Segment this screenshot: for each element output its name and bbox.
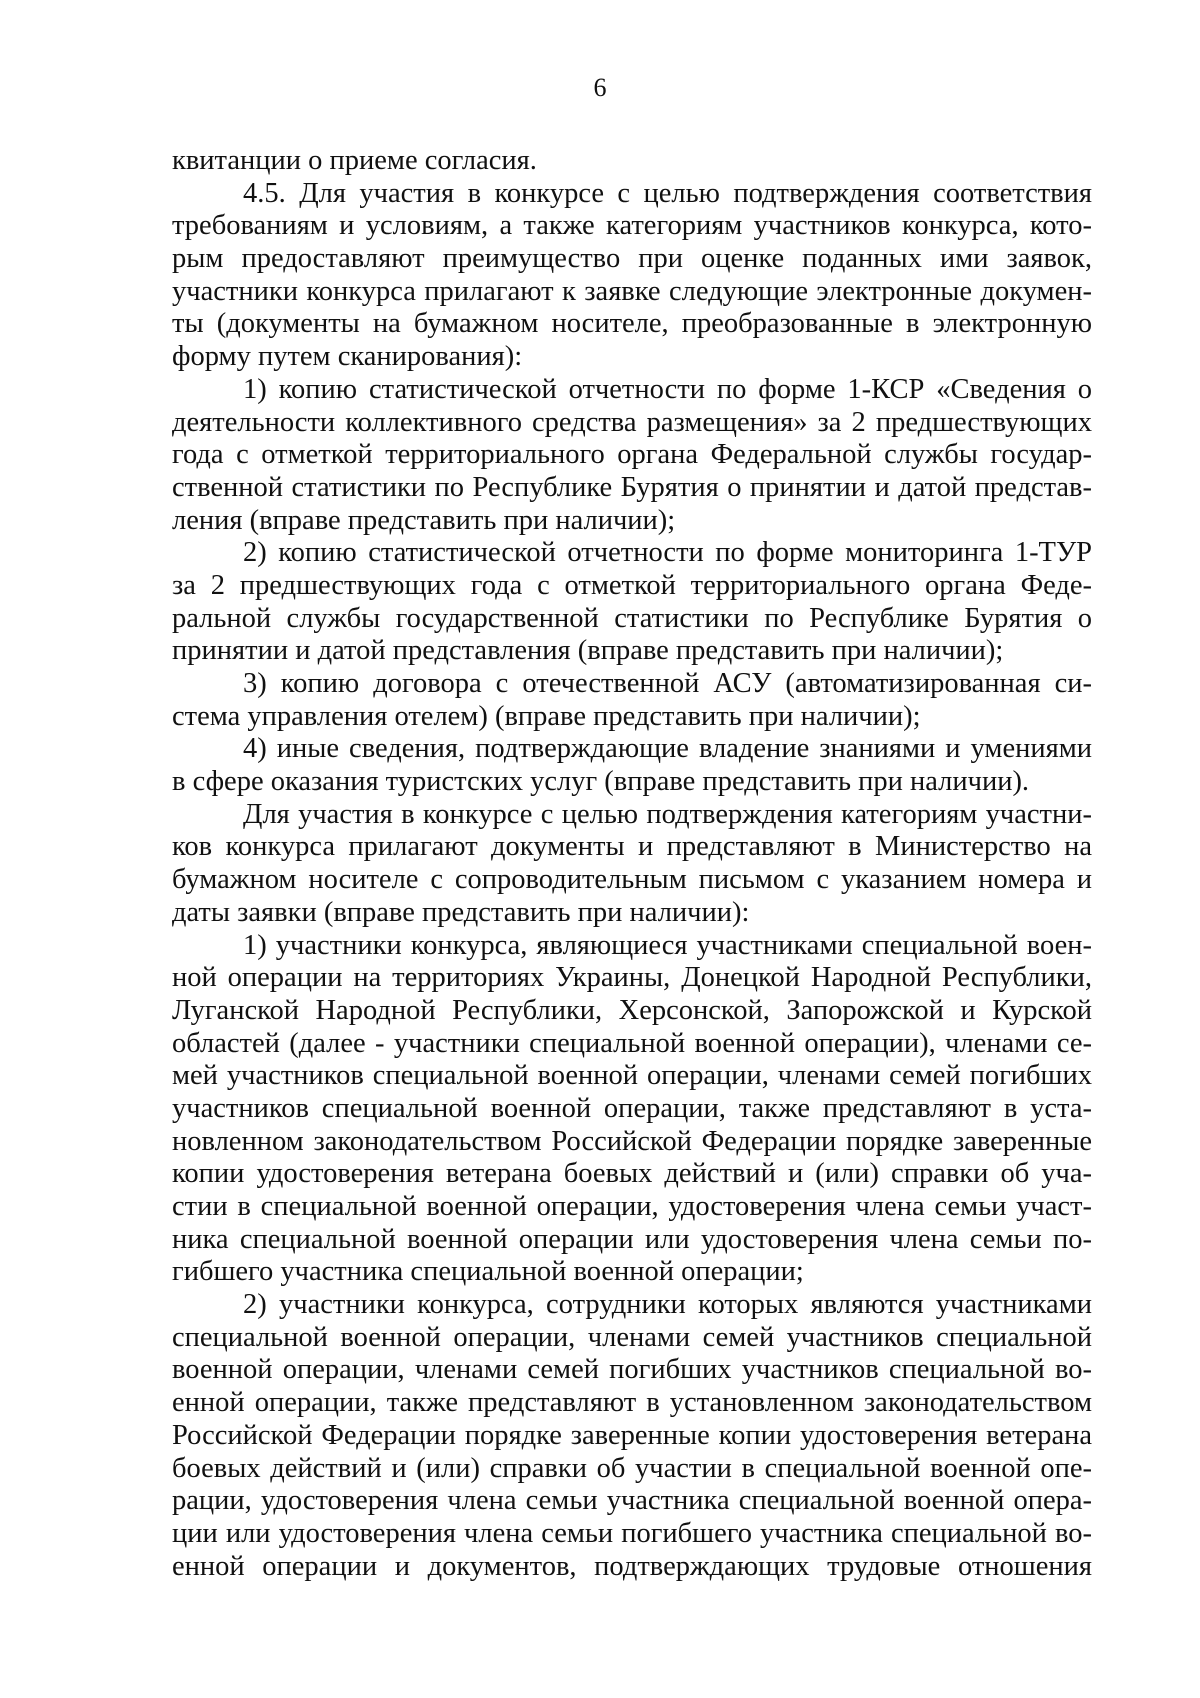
text-line: енной операции и документов, подтверждающих трудовые отношения — [172, 1550, 1092, 1582]
text-line: 3) копию договора с отечественной АСУ (автоматизированная си- — [243, 668, 1092, 699]
text-line: квитанции о приеме согласия. — [172, 145, 537, 176]
text-line: рым предоставляют преимущество при оценке поданных ими заявок, — [172, 243, 1092, 275]
text-line: Для участия в конкурсе с целью подтверждения категориям участни- — [243, 798, 1092, 830]
text-line: копии удостоверения ветерана боевых действий и (или) справки об уча- — [172, 1158, 1092, 1190]
text-line: форму путем сканирования): — [172, 341, 523, 373]
text-line: 4) иные сведения, подтверждающие владение знаниями и умениями — [243, 733, 1092, 765]
text-line: 2) копию статистической отчетности по форме мониторинга 1-ТУР — [243, 537, 1092, 569]
text-line: стема управления отелем) (вправе представить при наличии); — [172, 700, 921, 732]
text-line: ции или удостоверения члена семьи погибшего участника специальной во- — [172, 1517, 1092, 1549]
text-line: ления (вправе представить при наличии); — [172, 504, 676, 536]
text-line: ральной службы государственной статистики по Республике Бурятия о — [172, 602, 1092, 634]
text-line: ственной статистики по Республике Бурятия о принятии и датой представ- — [172, 471, 1092, 503]
text-line: принятии и датой представления (вправе представить при наличии); — [172, 635, 1004, 667]
text-line: даты заявки (вправе представить при наличии): — [172, 896, 750, 928]
text-line: за 2 предшествующих года с отметкой территориального органа Феде- — [172, 569, 1092, 601]
text-line: мей участников специальной военной операции, членами семей погибших — [172, 1060, 1092, 1092]
text-line: областей (далее - участники специальной военной операции), членами се- — [172, 1027, 1092, 1059]
text-line: 1) копию статистической отчетности по форме 1-КСР «Сведения о — [243, 373, 1092, 405]
text-line: ков конкурса прилагают документы и представляют в Министерство на — [172, 831, 1092, 863]
document-body — [172, 145, 1092, 1583]
text-line: Российской Федерации порядке заверенные копии удостоверения ветерана — [172, 1419, 1092, 1451]
text-line: в сфере оказания туристских услуг (вправе представить при наличии). — [172, 766, 1030, 798]
page-number: 6 — [593, 73, 607, 102]
text-line: участников специальной военной операции, также представляют в уста- — [172, 1092, 1092, 1124]
text-line: требованиям и условиям, а также категориям участников конкурса, кото- — [172, 210, 1092, 242]
text-line: Луганской Народной Республики, Херсонской, Запорожской и Курской — [172, 994, 1092, 1026]
text-line: 1) участники конкурса, являющиеся участниками специальной воен- — [243, 929, 1092, 961]
text-line: новленном законодательством Российской Федерации порядке заверенные — [172, 1125, 1092, 1157]
text-line: рации, удостоверения члена семьи участника специальной военной опера- — [172, 1485, 1092, 1517]
text-line: 4.5. Для участия в конкурсе с целью подтверждения соответствия — [243, 177, 1092, 209]
text-line: ты (документы на бумажном носителе, преобразованные в электронную — [172, 308, 1092, 340]
text-line: специальной военной операции, членами семей участников специальной — [172, 1321, 1092, 1353]
text-line: стии в специальной военной операции, удостоверения члена семьи участ- — [172, 1191, 1092, 1222]
text-line: гибшего участника специальной военной операции; — [172, 1256, 804, 1288]
text-line: участники конкурса прилагают к заявке следующие электронные докумен- — [172, 275, 1092, 307]
text-line: боевых действий и (или) справки об участии в специальной военной опе- — [172, 1452, 1092, 1484]
text-line: енной операции, также представляют в установленном законодательством — [172, 1387, 1092, 1419]
text-line: деятельности коллективного средства размещения» за 2 предшествующих — [172, 406, 1092, 438]
text-line: бумажном носителе с сопроводительным письмом с указанием номера и — [172, 864, 1092, 896]
text-line: 2) участники конкурса, сотрудники которых являются участниками — [243, 1289, 1092, 1321]
text-line: года с отметкой территориального органа Федеральной службы государ- — [172, 439, 1092, 471]
text-line: военной операции, членами семей погибших участников специальной во- — [172, 1354, 1092, 1386]
text-line: ной операции на территориях Украины, Донецкой Народной Республики, — [172, 962, 1092, 994]
text-line: ника специальной военной операции или удостоверения члена семьи по- — [172, 1223, 1092, 1255]
